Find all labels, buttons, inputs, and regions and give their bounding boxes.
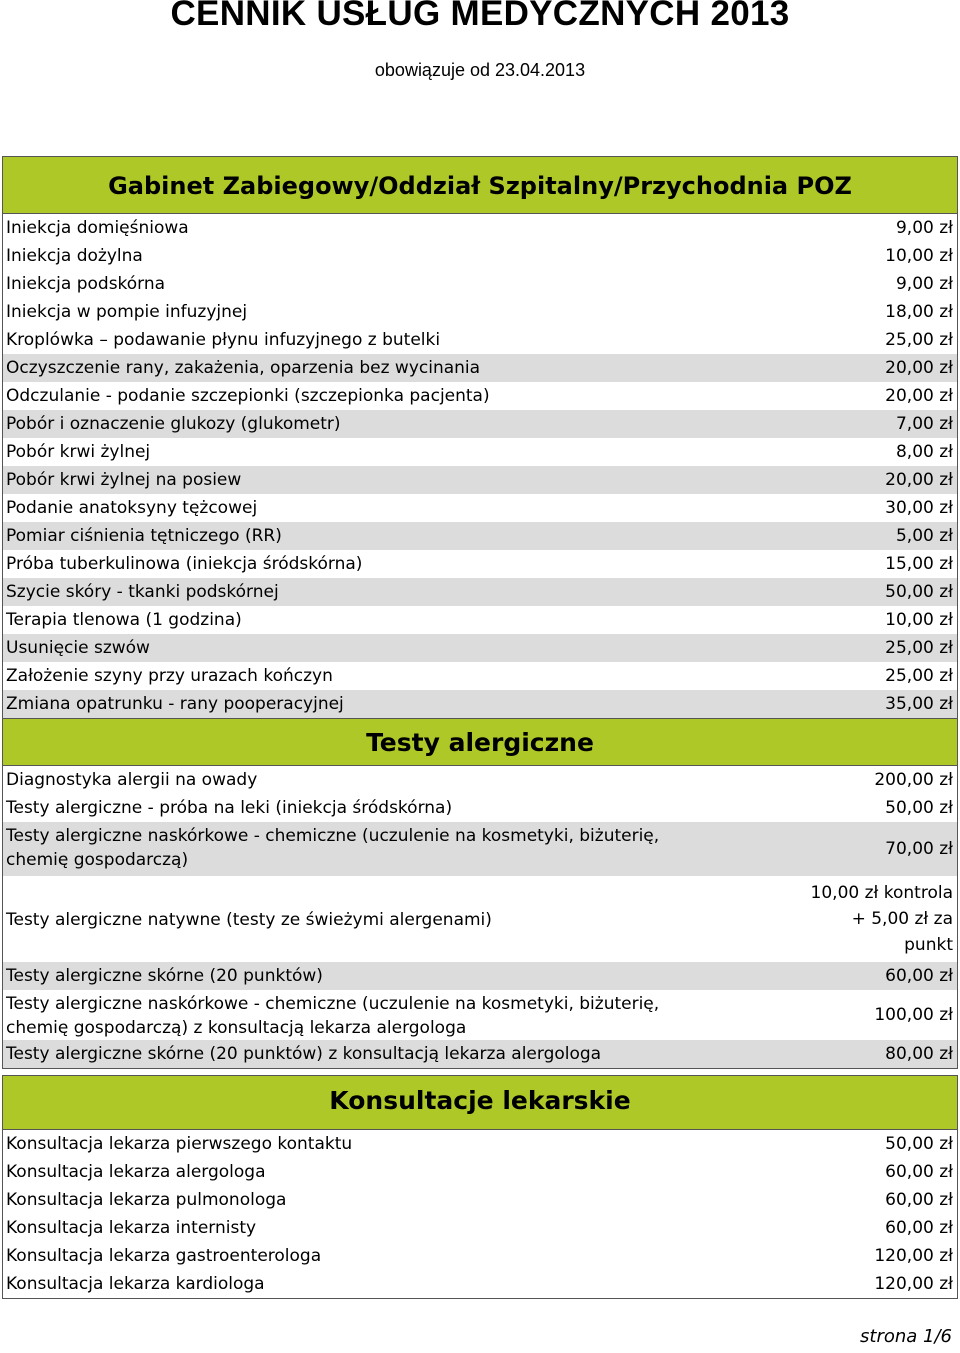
service-name: Pomiar ciśnienia tętniczego (RR) [6, 526, 282, 546]
service-name: Iniekcja domięśniowa [6, 218, 189, 238]
table-row [3, 662, 957, 690]
effective-date: obowiązuje od 23.04.2013 [374, 60, 586, 80]
service-name: Założenie szyny przy urazach kończyn [6, 666, 333, 686]
table-row [3, 522, 957, 550]
service-name: Kroplówka – podawanie płynu infuzyjnego z butelki [6, 330, 441, 350]
table-row [3, 962, 957, 990]
service-name: Konsultacja lekarza gastroenterologa [6, 1246, 322, 1266]
table-row [3, 354, 957, 382]
service-name: Terapia tlenowa (1 godzina) [6, 610, 242, 630]
table-row [3, 410, 957, 438]
table-row [3, 690, 957, 718]
table-row [3, 1040, 957, 1068]
service-name: Diagnostyka alergii na owady [6, 770, 258, 790]
table-row [3, 466, 957, 494]
price-list [2, 766, 958, 1069]
service-price: 18,00 zł [885, 302, 953, 322]
service-price: 80,00 zł [885, 1044, 953, 1064]
table-row [3, 242, 957, 270]
service-price: 20,00 zł [885, 386, 953, 406]
service-name: Testy alergiczne naskórkowe - chemiczne (uczulenie na kosmetyki, biżuterię, chemię gospodarczą) z konsultacją lekarza alergologa [6, 994, 660, 1038]
service-price: 25,00 zł [885, 330, 953, 350]
service-name: Pobór i oznaczenie glukozy (glukometr) [6, 414, 341, 434]
service-price: 50,00 zł [885, 798, 953, 818]
service-price: 25,00 zł [885, 638, 953, 658]
service-price: 5,00 zł [895, 526, 953, 546]
table-row [3, 766, 957, 794]
page-number: strona 1/6 [860, 1326, 952, 1347]
service-price: 10,00 zł [885, 610, 953, 630]
service-name: Testy alergiczne skórne (20 punktów) [6, 966, 323, 986]
service-name: Konsultacja lekarza internisty [6, 1218, 257, 1238]
table-row [3, 214, 957, 242]
service-name: Pobór krwi żylnej na posiew [6, 470, 242, 490]
document-title: CENNIK USŁUG MEDYCZNYCH 2013 [170, 0, 790, 33]
section-title: Konsultacje lekarskie [2, 1075, 958, 1130]
service-price: 60,00 zł [885, 1190, 953, 1210]
table-row [3, 494, 957, 522]
table-row [3, 270, 957, 298]
section-title: Gabinet Zabiegowy/Oddział Szpitalny/Przychodnia POZ [2, 156, 958, 214]
service-name: Iniekcja w pompie infuzyjnej [6, 302, 248, 322]
price-list [2, 1130, 958, 1299]
table-row [3, 550, 957, 578]
service-price: 9,00 zł [895, 218, 953, 238]
section-allergy-tests [2, 718, 958, 1069]
service-price: 25,00 zł [885, 666, 953, 686]
table-row [3, 1186, 957, 1214]
service-name: Odczulanie - podanie szczepionki (szczepionka pacjenta) [6, 386, 490, 406]
service-price: 20,00 zł [885, 470, 953, 490]
service-price: 60,00 zł [885, 966, 953, 986]
service-name: Iniekcja dożylna [6, 246, 143, 266]
service-price: 35,00 zł [885, 694, 953, 714]
service-name: Konsultacja lekarza pierwszego kontaktu [6, 1134, 353, 1154]
service-price: 50,00 zł [885, 582, 953, 602]
service-price: 70,00 zł [885, 839, 953, 859]
service-price: 120,00 zł [874, 1274, 953, 1294]
table-row [3, 1158, 957, 1186]
service-name: Próba tuberkulinowa (iniekcja śródskórna) [6, 554, 363, 574]
service-price: 15,00 zł [885, 554, 953, 574]
table-row [3, 382, 957, 410]
table-row [3, 298, 957, 326]
table-row [3, 326, 957, 354]
service-name: Testy alergiczne naskórkowe - chemiczne (uczulenie na kosmetyki, biżuterię, chemię gospodarczą) [6, 826, 660, 870]
section-title: Testy alergiczne [2, 718, 958, 766]
service-name: Konsultacja lekarza pulmonologa [6, 1190, 287, 1210]
table-row [3, 1242, 957, 1270]
service-name: Konsultacja lekarza kardiologa [6, 1274, 265, 1294]
table-row [3, 606, 957, 634]
service-name: Podanie anatoksyny tężcowej [6, 498, 258, 518]
service-price: 50,00 zł [885, 1134, 953, 1154]
service-price: 100,00 zł [874, 1005, 953, 1025]
table-row [3, 990, 957, 1040]
service-price: 30,00 zł [885, 498, 953, 518]
service-price: 7,00 zł [895, 414, 953, 434]
service-name: Iniekcja podskórna [6, 274, 166, 294]
price-list [2, 214, 958, 719]
service-name: Usunięcie szwów [6, 638, 150, 658]
service-name: Testy alergiczne skórne (20 punktów) z konsultacją lekarza alergologa [6, 1044, 602, 1064]
service-price: 20,00 zł [885, 358, 953, 378]
table-row [3, 822, 957, 876]
service-price: 10,00 zł [885, 246, 953, 266]
service-name: Zmiana opatrunku - rany pooperacyjnej [6, 694, 344, 714]
service-price: 9,00 zł [895, 274, 953, 294]
service-name: Oczyszczenie rany, zakażenia, oparzenia bez wycinania [6, 358, 481, 378]
section-consultations [2, 1075, 958, 1299]
table-row [3, 1130, 957, 1158]
service-price: 200,00 zł [874, 770, 953, 790]
service-price: 120,00 zł [874, 1246, 953, 1266]
table-row [3, 794, 957, 822]
service-name: Testy alergiczne natywne (testy ze świeżymi alergenami) [6, 910, 492, 930]
service-name: Szycie skóry - tkanki podskórnej [6, 582, 279, 602]
table-row [3, 1270, 957, 1298]
service-name: Konsultacja lekarza alergologa [6, 1162, 266, 1182]
service-name: Testy alergiczne - próba na leki (iniekcja śródskórna) [6, 798, 453, 818]
service-price: 10,00 zł kontrola + 5,00 zł za punkt [810, 883, 953, 955]
service-price: 8,00 zł [895, 442, 953, 462]
table-row [3, 1214, 957, 1242]
table-row [3, 578, 957, 606]
table-row [3, 438, 957, 466]
section-treatment-room [2, 156, 958, 719]
service-price: 60,00 zł [885, 1218, 953, 1238]
table-row [3, 876, 957, 962]
service-price: 60,00 zł [885, 1162, 953, 1182]
table-row [3, 634, 957, 662]
service-name: Pobór krwi żylnej [6, 442, 151, 462]
